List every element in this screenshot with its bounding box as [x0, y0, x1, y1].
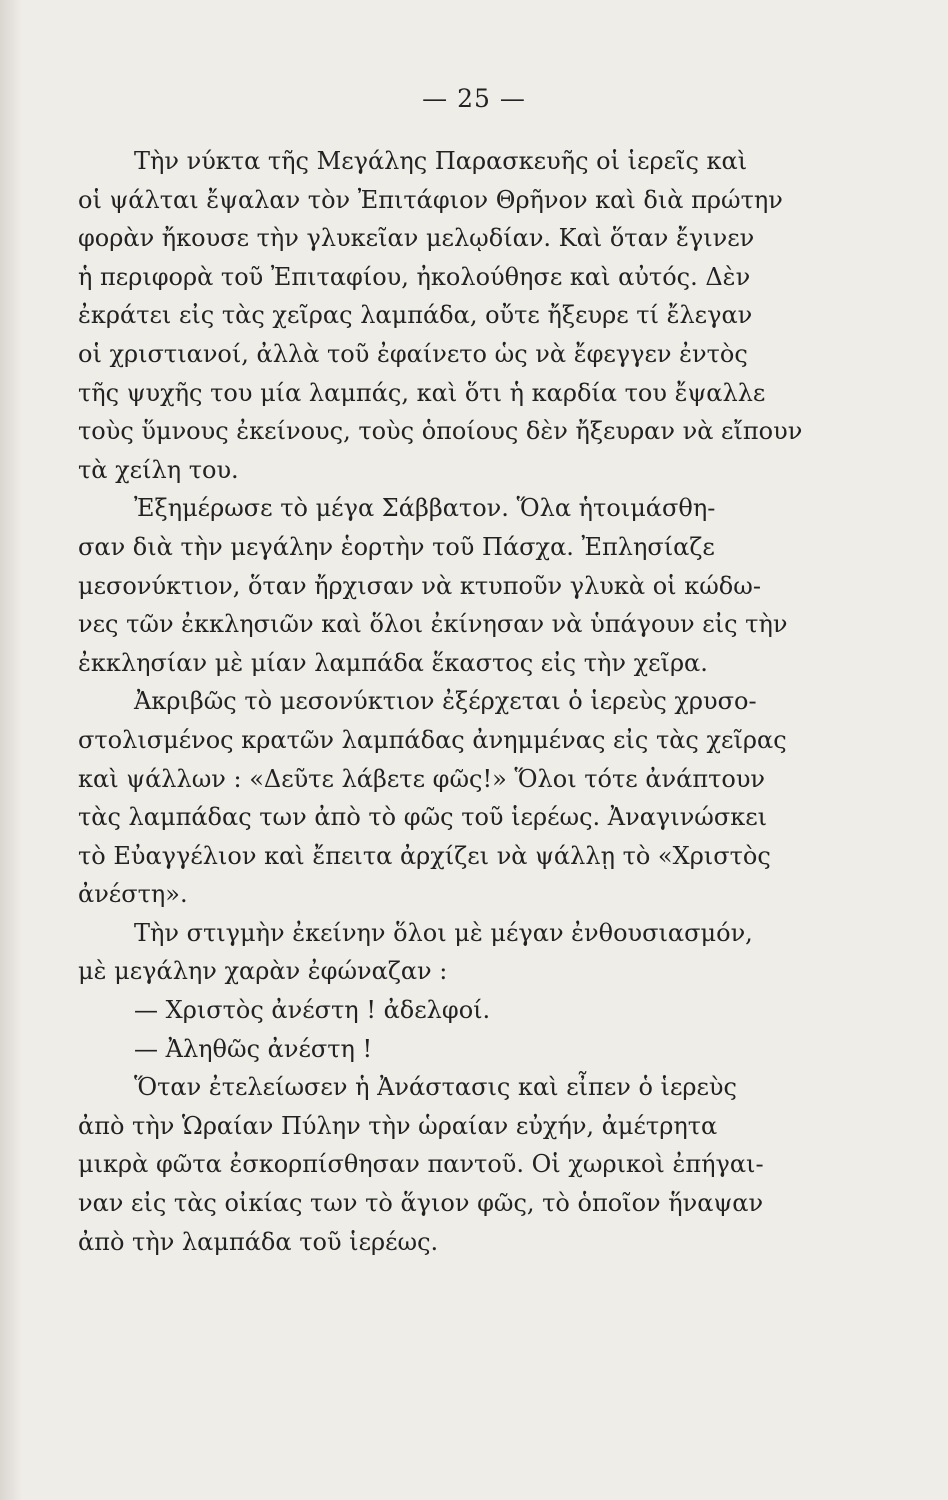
dialogue-line: — Χριστὸς ἀνέστη ! ἀδελφοί. — [134, 996, 491, 1025]
text-line: οἱ χριστιανοί, ἀλλὰ τοῦ ἐφαίνετο ὡς νὰ ἔφεγγεν ἐντὸς — [78, 339, 748, 368]
text-line: ἐκκλησίαν μὲ μίαν λαμπάδα ἕκαστος εἰς τὴν χεῖρα. — [78, 648, 708, 677]
dialogue-line: — Ἀληθῶς ἀνέστη ! — [134, 1034, 373, 1063]
text-line: στολισμένος κρατῶν λαμπάδας ἀνημμένας εἰς τὰς χεῖρας — [78, 725, 787, 754]
text-line: ἀπὸ τὴν Ὡραίαν Πύλην τὴν ὡραίαν εὐχήν, ἀμέτρητα — [78, 1111, 718, 1140]
text-line: Ἀκριβῶς τὸ μεσονύκτιον ἐξέρχεται ὁ ἱερεὺς χρυσο- — [134, 687, 757, 716]
text-line: τὸ Εὐαγγέλιον καὶ ἔπειτα ἀρχίζει νὰ ψάλλῃ τὸ «Χριστὸς — [78, 841, 771, 870]
text-line: νες τῶν ἐκκλησιῶν καὶ ὅλοι ἐκίνησαν νὰ ὑπάγουν εἰς τὴν — [78, 610, 788, 639]
text-line: τοὺς ὕμνους ἐκείνους, τοὺς ὁποίους δὲν ἤξευραν νὰ εἴπουν — [78, 417, 803, 446]
text-line: Ὅταν ἐτελείωσεν ἡ Ἀνάστασις καὶ εἶπεν ὁ ἱερεὺς — [134, 1073, 737, 1102]
text-line: ἀνέστη». — [78, 880, 188, 909]
page-gutter-shadow — [0, 0, 22, 1500]
text-line: τὰς λαμπάδας των ἀπὸ τὸ φῶς τοῦ ἱερέως. Ἀναγινώσκει — [78, 803, 768, 832]
text-line: μεσονύκτιον, ὅταν ἤρχισαν νὰ κτυποῦν γλυκὰ οἱ κώδω- — [78, 571, 761, 600]
text-line: Ἐξημέρωσε τὸ μέγα Σάββατον. Ὅλα ἡτοιμάσθη- — [134, 494, 716, 523]
text-line: φορὰν ἤκουσε τὴν γλυκεῖαν μελῳδίαν. Καὶ ὅταν ἔγινεν — [78, 224, 755, 253]
page-number: — 25 — — [422, 84, 526, 113]
text-line: καὶ ψάλλων : «Δεῦτε λάβετε φῶς!» Ὅλοι τότε ἀνάπτουν — [78, 764, 765, 793]
text-line: ἡ περιφορὰ τοῦ Ἐπιταφίου, ἠκολούθησε καὶ αὐτός. Δὲν — [78, 262, 751, 291]
text-line: μικρὰ φῶτα ἐσκορπίσθησαν παντοῦ. Οἱ χωρικοὶ ἐπήγαι- — [78, 1150, 764, 1179]
text-line: ἐκράτει εἰς τὰς χεῖρας λαμπάδα, οὔτε ἤξευρε τί ἔλεγαν — [78, 301, 753, 330]
text-line: τὰ χείλη του. — [78, 455, 239, 484]
text-line: τῆς ψυχῆς του μία λαμπάς, καὶ ὅτι ἡ καρδία του ἔψαλλε — [78, 378, 766, 407]
text-line: Τὴν νύκτα τῆς Μεγάλης Παρασκευῆς οἱ ἱερεῖς καὶ — [134, 147, 748, 175]
text-line: ναν εἰς τὰς οἰκίας των τὸ ἅγιον φῶς, τὸ ὁποῖον ἥναψαν — [78, 1189, 764, 1218]
text-line: μὲ μεγάλην χαρὰν ἐφώναζαν : — [78, 957, 448, 986]
text-line: Τὴν στιγμὴν ἐκείνην ὅλοι μὲ μέγαν ἐνθουσιασμόν, — [134, 918, 753, 947]
body-text — [78, 142, 816, 1261]
text-line: ἀπὸ τὴν λαμπάδα τοῦ ἱερέως. — [78, 1227, 439, 1256]
text-line: σαν διὰ τὴν μεγάλην ἑορτὴν τοῦ Πάσχα. Ἐπλησίαζε — [78, 532, 715, 561]
text-line: οἱ ψάλται ἔψαλαν τὸν Ἐπιτάφιον Θρῆνον καὶ διὰ πρώτην — [78, 185, 783, 214]
